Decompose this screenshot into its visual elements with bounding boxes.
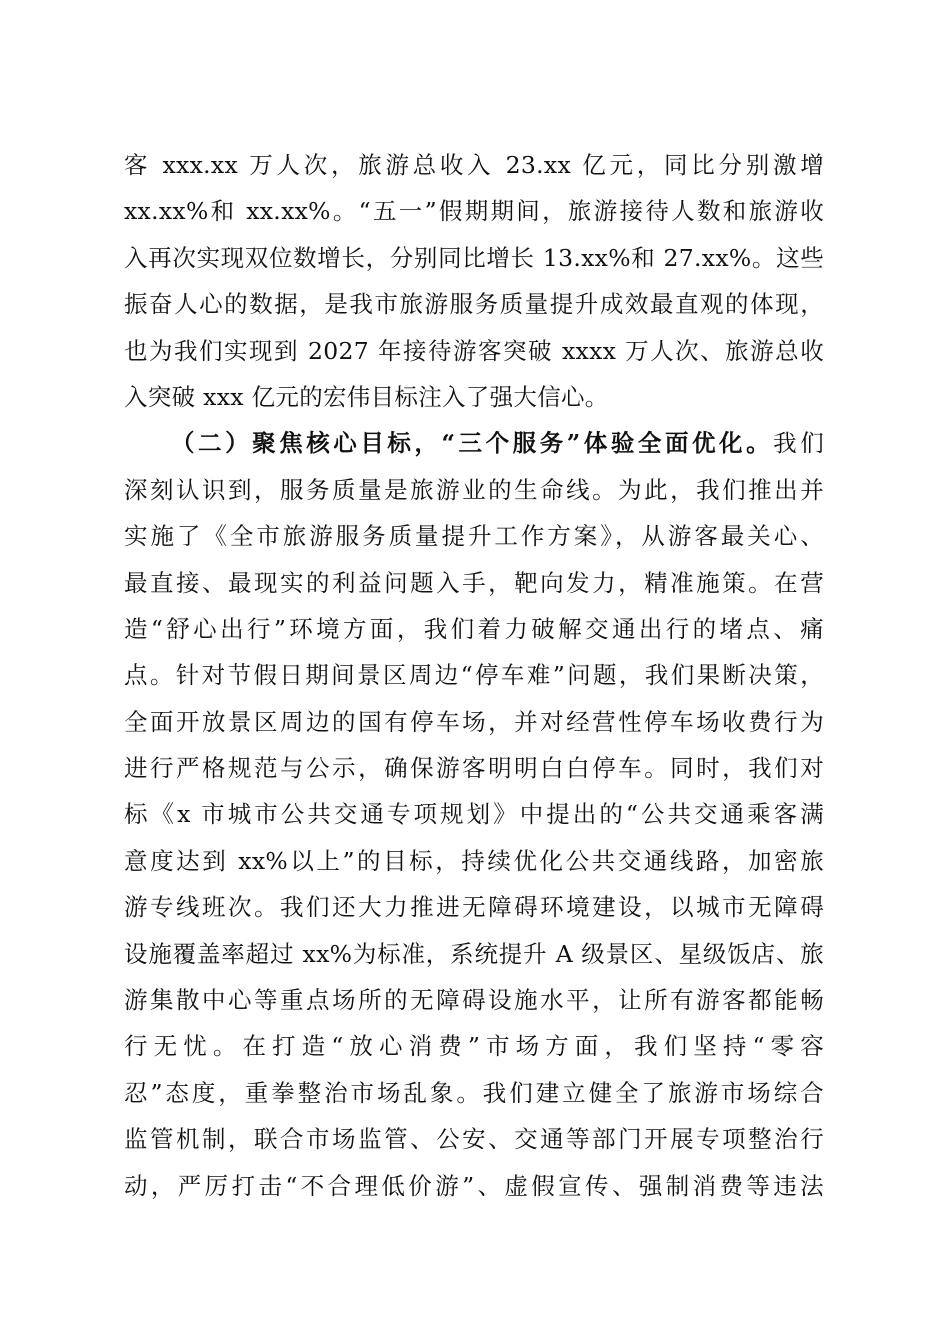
text-line: 深刻认识到，服务质量是旅游业的生命线。为此，我们推出并 xyxy=(124,475,824,504)
text-line: 振奋人心的数据，是我市旅游服务质量提升成效最直观的体现， xyxy=(124,290,824,319)
text-line: 监管机制，联合市场监管、公安、交通等部门开展专项整治行 xyxy=(124,1125,824,1154)
paragraph-service-optimization xyxy=(124,420,824,1209)
text-line: 也为我们实现到 2027 年接待游客突破 xxxx 万人次、旅游总收 xyxy=(124,336,824,365)
heading-line-rest: 我们 xyxy=(773,429,824,458)
text-line: xx.xx%和 xx.xx%。“五一”假期期间，旅游接待人数和旅游收 xyxy=(124,197,824,226)
section-heading-line xyxy=(124,420,824,466)
text-line: 进行严格规范与公示，确保游客明明白白停车。同时，我们对 xyxy=(124,754,824,783)
text-line: 点。针对节假日期间景区周边“停车难”问题，我们果断决策， xyxy=(124,661,824,690)
text-line: 造“舒心出行”环境方面，我们着力破解交通出行的堵点、痛 xyxy=(124,614,824,643)
text-line: 全面开放景区周边的国有停车场，并对经营性停车场收费行为 xyxy=(124,707,824,736)
text-line: 实施了《全市旅游服务质量提升工作方案》，从游客最关心、 xyxy=(124,522,824,551)
text-line: 动，严厉打击“不合理低价游”、虚假宣传、强制消费等违法 xyxy=(124,1171,824,1200)
section-heading: （二）聚焦核心目标，“三个服务”体验全面优化。 xyxy=(171,429,774,458)
text-line: 游集散中心等重点场所的无障碍设施水平，让所有游客都能畅 xyxy=(124,986,824,1015)
text-line: 标《x 市城市公共交通专项规划》中提出的“公共交通乘客满 xyxy=(124,800,824,829)
text-line: 行无忧。在打造“放心消费”市场方面，我们坚持“零容 xyxy=(124,1032,824,1061)
text-line: 意度达到 xx%以上”的目标，持续优化公共交通线路，加密旅 xyxy=(124,846,824,875)
text-line: 设施覆盖率超过 xx%为标准，系统提升 A 级景区、星级饭店、旅 xyxy=(124,939,824,968)
text-line: 客 xxx.xx 万人次，旅游总收入 23.xx 亿元，同比分别激增 xyxy=(124,151,824,179)
text-line: 入突破 xxx 亿元的宏伟目标注入了强大信心。 xyxy=(124,382,609,411)
text-line: 游专线班次。我们还大力推进无障碍环境建设，以城市无障碍 xyxy=(124,893,824,922)
document-body xyxy=(124,142,824,1209)
paragraph-tourism-statistics xyxy=(124,142,824,420)
text-line: 最直接、最现实的利益问题入手，靶向发力，精准施策。在营 xyxy=(124,568,824,597)
text-line: 忍”态度，重拳整治市场乱象。我们建立健全了旅游市场综合 xyxy=(124,1078,824,1107)
text-line: 入再次实现双位数增长，分别同比增长 13.xx%和 27.xx%。这些 xyxy=(124,243,824,272)
